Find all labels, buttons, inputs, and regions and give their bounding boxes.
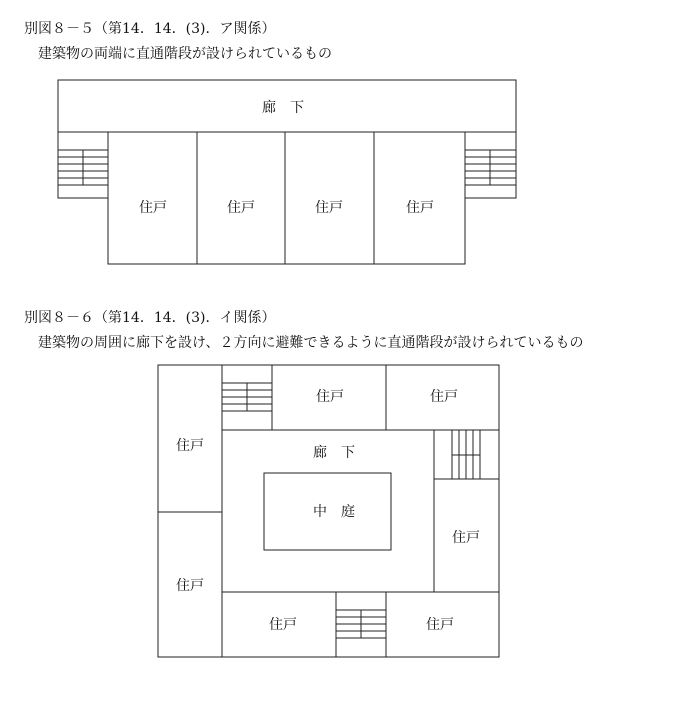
unit-1-3: [285, 132, 374, 264]
unit-2-right-middle-label: 住戸: [452, 530, 480, 546]
unit-1-2: [197, 132, 285, 264]
figure-1-subtitle: 建築物の両端に直通階段が設けられているもの: [38, 46, 332, 62]
unit-1-2-label: 住戸: [227, 200, 255, 216]
unit-1-4: [374, 132, 465, 264]
unit-2-top-right-label: 住戸: [430, 389, 458, 405]
figure-2-plan: [158, 365, 499, 657]
unit-2-top-center-label: 住戸: [316, 389, 344, 405]
unit-2-bottom-left-label: 住戸: [269, 617, 297, 633]
courtyard-label: 中 庭: [313, 504, 355, 520]
unit-1-3-label: 住戸: [315, 200, 343, 216]
unit-2-left-lower-label: 住戸: [176, 578, 204, 594]
unit-1-4-label: 住戸: [406, 200, 434, 216]
corridor-1-label: 廊 下: [262, 100, 304, 116]
unit-1-1: [108, 132, 197, 264]
stair-right-1: [465, 132, 516, 198]
unit-2-left-upper-label: 住戸: [176, 438, 204, 454]
figure-1-plan: [58, 80, 516, 264]
figure-2-subtitle: 建築物の周囲に廊下を設け、２方向に避難できるように直通階段が設けられているもの: [38, 335, 584, 351]
unit-2-bottom-right-label: 住戸: [426, 617, 454, 633]
figure-2-title: 別図８－６（第14．14．(3)．イ関係）: [24, 310, 276, 326]
figure-1-title: 別図８－５（第14．14．(3)．ア関係）: [24, 21, 276, 37]
unit-1-1-label: 住戸: [139, 200, 167, 216]
corridor-2-label: 廊 下: [313, 445, 355, 461]
stair-left-1: [58, 132, 108, 198]
